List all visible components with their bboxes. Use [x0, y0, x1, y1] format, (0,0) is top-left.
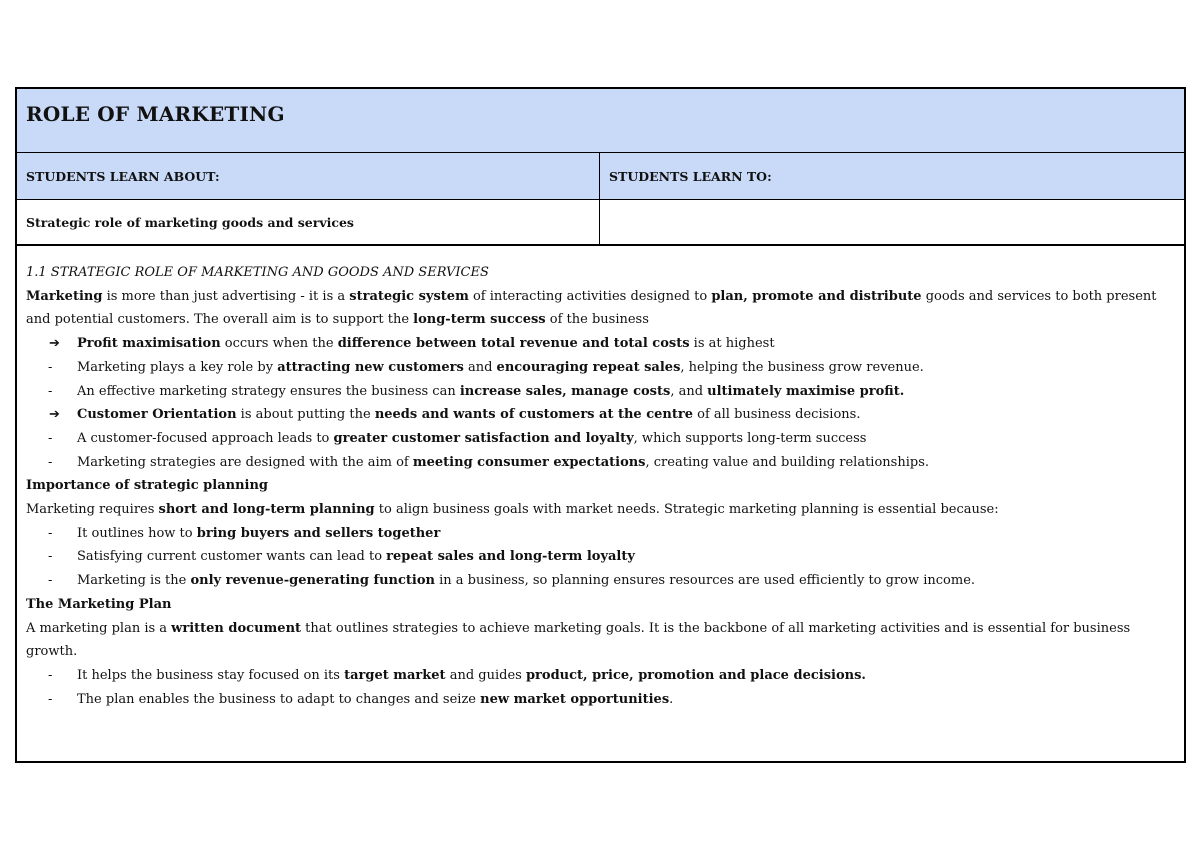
text-run: target market: [344, 667, 446, 683]
learn-about-header: STUDENTS LEARN ABOUT:: [17, 153, 600, 199]
text-run: of all business decisions.: [693, 407, 861, 423]
text-run: Customer Orientation: [77, 407, 237, 423]
learn-to-header: STUDENTS LEARN TO:: [609, 168, 772, 184]
list-item: [26, 356, 1170, 380]
intro-paragraph: [26, 285, 1170, 332]
text-run: , and: [670, 383, 708, 399]
heading-marketing-plan: The Marketing Plan: [26, 596, 172, 612]
text-run: new market opportunities: [480, 691, 670, 707]
text-run: only revenue-generating function: [190, 573, 435, 589]
text-run: goods and services to both present and potential customers. The overall aim is to support the: [26, 288, 1157, 328]
dash-bullet-icon: -: [48, 454, 53, 470]
text-run: occurs when the: [220, 336, 338, 352]
list-profit-customer: [26, 332, 1170, 474]
text-run: of interacting activities designed to: [468, 288, 712, 304]
text-run: Satisfying current customer wants can lead to: [77, 549, 387, 565]
section-title: 1.1 STRATEGIC ROLE OF MARKETING AND GOODS AND SERVICES: [26, 265, 489, 280]
text-run: attracting new customers: [277, 359, 464, 375]
list-item: [26, 545, 1170, 569]
dash-bullet-icon: -: [48, 573, 53, 589]
text-run: Marketing plays a key role by: [77, 359, 278, 375]
text-run: in a business, so planning ensures resources are used efficiently to grow income.: [434, 573, 976, 589]
list-item: [26, 403, 1170, 427]
text-run: greater customer satisfaction and loyalty: [333, 430, 634, 446]
column-header-row: [17, 153, 1184, 200]
text-run: .: [669, 691, 674, 707]
text-run: product, price, promotion and place decisions.: [525, 667, 866, 683]
dash-bullet-icon: -: [48, 667, 53, 683]
text-run: plan, promote and distribute: [711, 288, 922, 304]
subtopic-left-cell: Strategic role of marketing goods and services: [17, 200, 600, 244]
dash-bullet-icon: -: [48, 430, 53, 446]
arrow-bullet-icon: ➔: [49, 407, 60, 423]
text-run: is more than just advertising - it is a: [102, 288, 350, 304]
list-item: [26, 688, 1170, 712]
dash-bullet-icon: -: [48, 383, 53, 399]
text-run: ultimately maximise profit.: [707, 383, 905, 399]
dash-bullet-icon: -: [48, 549, 53, 565]
text-run: difference between total revenue and total costs: [337, 336, 690, 352]
text-run: of the business: [545, 312, 649, 328]
text-run: needs and wants of customers at the centre: [374, 407, 693, 423]
text-run: The plan enables the business to adapt to changes and seize: [77, 691, 481, 707]
text-run: is about putting the: [236, 407, 375, 423]
text-run: , which supports long-term success: [633, 430, 867, 446]
page-title: ROLE OF MARKETING: [26, 102, 285, 126]
dash-bullet-icon: -: [48, 359, 53, 375]
text-run: short and long-term planning: [158, 502, 375, 518]
text-run: repeat sales and long-term loyalty: [386, 549, 635, 565]
text-run: Marketing: [26, 288, 103, 304]
text-run: meeting consumer expectations: [412, 454, 646, 470]
list-item: [26, 380, 1170, 404]
text-run: A marketing plan is a: [26, 620, 172, 636]
text-run: An effective marketing strategy ensures the business can: [77, 383, 460, 399]
text-run: Marketing is the: [77, 573, 191, 589]
text-run: A customer-focused approach leads to: [77, 430, 334, 446]
dash-bullet-icon: -: [48, 691, 53, 707]
title-row: [17, 89, 1184, 153]
syllabus-table: [15, 87, 1186, 763]
text-run: Marketing requires: [26, 502, 159, 518]
text-run: that outlines strategies to achieve marketing goals. It is the backbone of all marketing activities and is essential for business growth.: [26, 620, 1131, 660]
text-run: written document: [171, 620, 302, 636]
text-run: increase sales, manage costs: [459, 383, 671, 399]
list-planning-reasons: [26, 522, 1170, 593]
text-run: to align business goals with market needs. Strategic marketing planning is essential because:: [374, 502, 999, 518]
marketing-plan-paragraph: [26, 617, 1170, 664]
arrow-bullet-icon: ➔: [49, 336, 60, 352]
list-item: [26, 664, 1170, 688]
text-run: , creating value and building relationships.: [645, 454, 929, 470]
list-item: [26, 427, 1170, 451]
text-run: bring buyers and sellers together: [196, 525, 441, 541]
subtopic-right-cell: [600, 200, 1184, 244]
text-run: Marketing strategies are designed with the aim of: [77, 454, 413, 470]
list-item: [26, 332, 1170, 356]
text-run: strategic system: [349, 288, 469, 304]
dash-bullet-icon: -: [48, 525, 53, 541]
text-run: encouraging repeat sales: [496, 359, 681, 375]
list-item: [26, 522, 1170, 546]
list-item: [26, 451, 1170, 475]
text-run: long-term success: [413, 312, 546, 328]
text-run: is at highest: [689, 336, 775, 352]
list-marketing-plan: [26, 664, 1170, 711]
text-run: and: [463, 359, 497, 375]
text-run: It outlines how to: [77, 525, 197, 541]
text-run: , helping the business grow revenue.: [680, 359, 924, 375]
content-area: [26, 261, 1170, 711]
list-item: [26, 569, 1170, 593]
text-run: It helps the business stay focused on its: [77, 667, 345, 683]
planning-paragraph: [26, 498, 1170, 522]
text-run: Profit maximisation: [77, 336, 221, 352]
heading-strategic-planning: Importance of strategic planning: [26, 478, 269, 494]
subtopic-row: [17, 200, 1184, 246]
text-run: and guides: [445, 667, 526, 683]
